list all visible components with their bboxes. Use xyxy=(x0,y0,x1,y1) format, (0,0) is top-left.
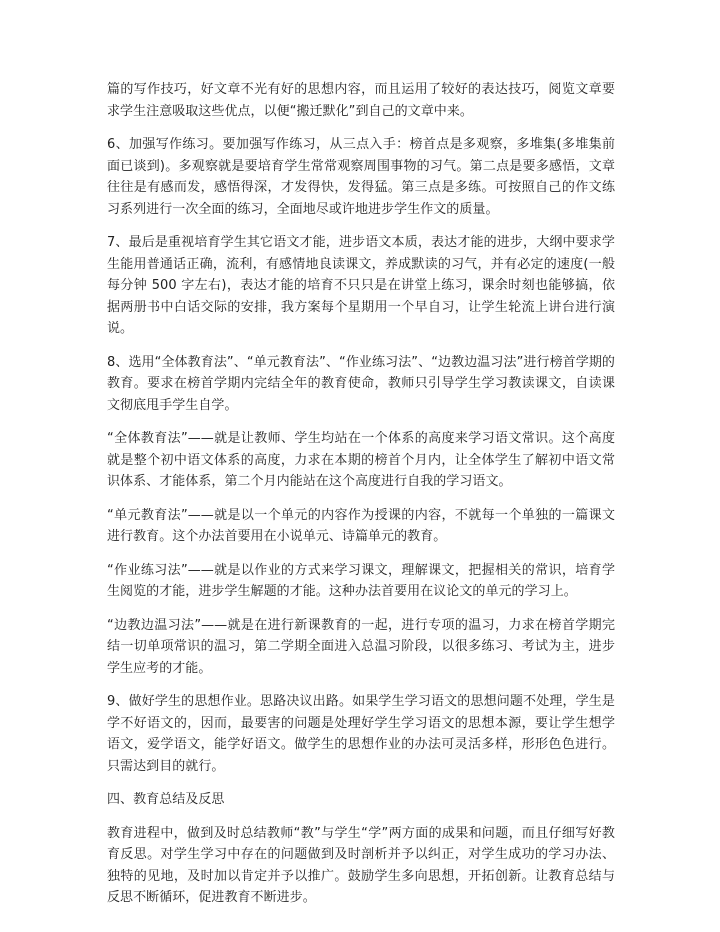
paragraph-item-9: 9、做好学生的思想作业。思路决议出路。如果学生学习语文的思想问题不处理，学生是学不好语文的，因而，最要害的问题是处理好学生学习语文的思想本源，要让学生想学语文，爱学语文，能学好语文。做学生的思想作业的办法可灵活多样，形形色色进行。只需达到目的就行。 xyxy=(107,694,615,774)
paragraph-whole-method: “全体教育法”——就是让教师、学生均站在一个体系的高度来学习语文常识。这个高度就是整个初中语文体系的高度，力求在本期的榜首个月内，让全体学生了解初中语文常识体系、才能体系，第二个月内能站在这个高度进行自我的学习语文。 xyxy=(107,431,615,489)
paragraph-item-6: 6、加强写作练习。要加强写作练习，从三点入手：榜首点是多观察，多堆集(多堆集前面已谈到)。多观察就是要培育学生常常观察周围事物的习气。第二点是要多感悟，文章往往是有感而发，感悟得深，才发得快，发得猛。第三点是多练。可按照自己的作文练习系列进行一次全面的练习，全面地尽或许地进步学生作文的质量。 xyxy=(107,137,615,217)
section-heading-summary: 四、教育总结及反思 xyxy=(107,792,225,807)
paragraph-item-7: 7、最后是重视培育学生其它语文才能，进步语文本质，表达才能的进步，大纲中要求学生能用普通话正确，流利，有感情地良读课文，养成默读的习气，并有必定的速度(一般每分钟 500 字左右)，表达才能的培育不只只是在讲堂上练习，课余时刻也能够搞，依据两册书中白话交际的安排，我方案每个星期用一个早自习，让学生轮流上讲台进行演说。 xyxy=(107,235,615,336)
paragraph-writing-skills: 篇的写作技巧，好文章不光有好的思想内容，而且运用了较好的表达技巧，阅览文章要求学生注意吸取这些优点，以便“搬迁默化”到自己的文章中来。 xyxy=(107,82,615,119)
paragraph-summary: 教育进程中，做到及时总结教师“教”与学生“学”两方面的成果和问题，而且仔细写好教育反思。对学生学习中存在的问题做到及时剖析并予以纠正，对学生成功的学习办法、独特的见地，及时加以肯定并予以推广。鼓励学生多向思想，开拓创新。让教育总结与反思不断循环，促进教育不断进步。 xyxy=(107,825,615,905)
paragraph-item-8: 8、选用“全体教育法”、“单元教育法”、“作业练习法”、“边教边温习法”进行榜首学期的教育。要求在榜首学期内完结全年的教育使命，教师只引导学生学习教读课文，自读课文彻底甩手学生自学。 xyxy=(107,354,615,413)
document-body xyxy=(107,79,615,921)
paragraph-exercise-method: “作业练习法”——就是以作业的方式来学习课文，理解课文，把握相关的常识，培育学生阅览的才能，进步学生解题的才能。这种办法首要用在议论文的单元的学习上。 xyxy=(107,562,615,599)
paragraph-unit-method: “单元教育法”——就是以一个单元的内容作为授课的内容，不就每一个单独的一篇课文进行教育。这个办法首要用在小说单元、诗篇单元的教育。 xyxy=(107,507,615,544)
paragraph-review-method: “边教边温习法”——就是在进行新课教育的一起，进行专项的温习，力求在榜首学期完结一切单项常识的温习，第二学期全面进入总温习阶段，以很多练习、考试为主，进步学生应考的才能。 xyxy=(107,617,615,676)
